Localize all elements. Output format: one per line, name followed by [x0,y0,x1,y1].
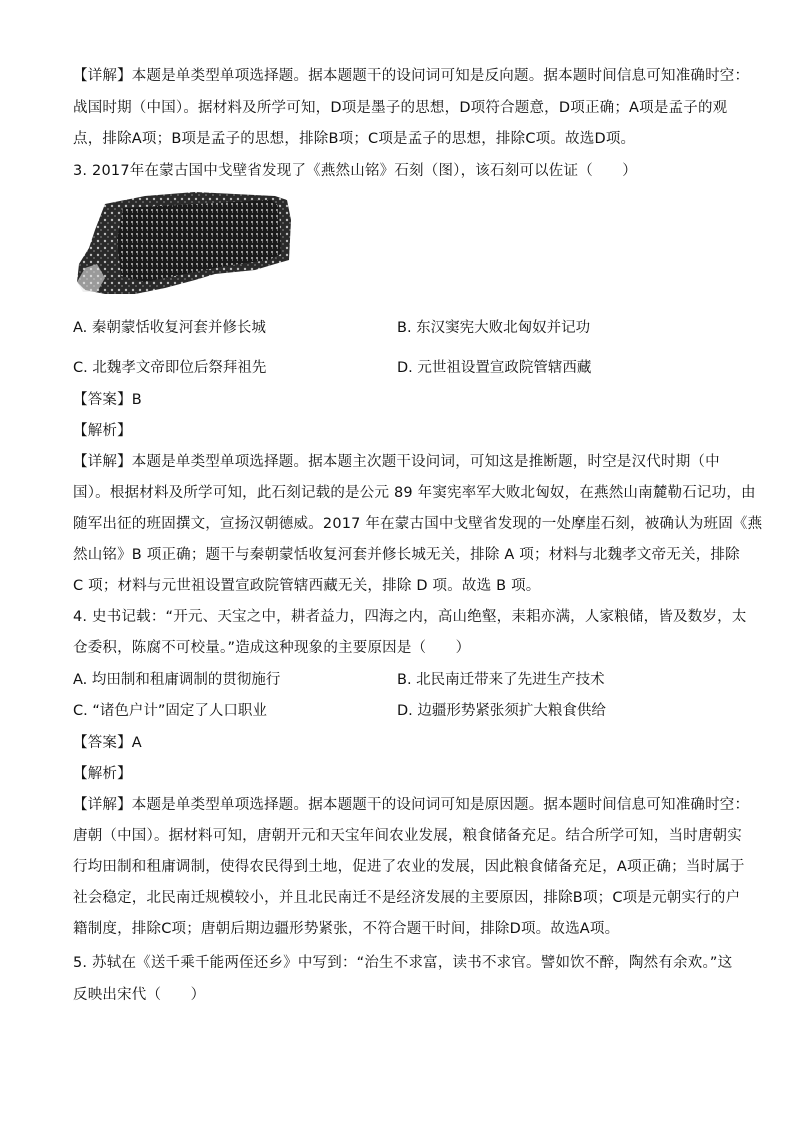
q3-answer: 【答案】B [73,392,142,408]
q4-option-b: B. 北民南迁带来了先进生产技术 [397,672,605,688]
q3-analysis-label: 【解析】 [73,423,132,439]
q3-detail-line-3: 随军出征的班固撰文，宣扬汉朝德威。2017 年在蒙古国中戈壁省发现的一处摩崖石刻，被确认为班固《燕 [73,516,763,532]
yanran-inscription-image [75,190,293,298]
q3-option-d: D. 元世祖设置宣政院管辖西藏 [397,360,592,376]
q2-detail-line-1: 【详解】本题是单类型单项选择题。据本题题干的设问词可知是反向题。据本题时间信息可知准确时空： [73,68,750,84]
q4-answer: 【答案】A [73,735,142,751]
q4-detail-line-2: 唐朝（中国）。据材料可知，唐朝开元和天宝年间农业发展，粮食储备充足。结合所学可知，当时唐朝实 [73,828,742,844]
q3-option-b: B. 东汉窦宪大败北匈奴并记功 [397,320,591,336]
q3-stem: 3. 2017年在蒙古国中戈壁省发现了《燕然山铭》石刻（图），该石刻可以佐证（ ） [73,163,637,179]
q2-detail-line-2: 战国时期（中国）。据材料及所学可知，D项是墨子的思想，D项符合题意，D项正确；A项是孟子的观 [73,100,728,116]
q3-option-c: C. 北魏孝文帝即位后祭拜祖先 [73,360,267,376]
q4-detail-line-1: 【详解】本题是单类型单项选择题。据本题题干的设问词可知是原因题。据本题时间信息可知准确时空： [73,797,750,813]
q4-stem-line-2: 仓委积，陈腐不可校量。”造成这种现象的主要原因是（ ） [73,640,471,656]
q4-detail-line-4: 社会稳定，北民南迁规模较小，并且北民南迁不是经济发展的主要原因，排除B项；C项是元朝实行的户 [73,890,741,906]
q5-stem-line-2: 反映出宋代（ ） [73,987,206,1003]
q5-stem-line-1: 5. 苏轼在《送千乘千能两侄还乡》中写到：“治生不求富，读书不求官。譬如饮不醉，陶然有余欢。”这 [73,955,733,971]
q4-option-a: A. 均田制和租庸调制的贯彻施行 [73,672,281,688]
q2-detail-line-3: 点，排除A项；B项是孟子的思想，排除B项；C项是孟子的思想，排除C项。故选D项。 [73,131,636,147]
q3-detail-line-4: 然山铭》B 项正确；题干与秦朝蒙恬收复河套并修长城无关，排除 A 项；材料与北魏孝文帝无关，排除 [73,547,740,563]
q3-detail-line-1: 【详解】本题是单类型单项选择题。据本题主次题干设问词，可知这是推断题，时空是汉代时期（中 [73,454,720,470]
q4-analysis-label: 【解析】 [73,766,132,782]
q4-detail-line-5: 籍制度，排除C项；唐朝后期边疆形势紧张，不符合题干时间，排除D项。故选A项。 [73,921,620,937]
q3-detail-line-5: C 项；材料与元世祖设置宣政院管辖西藏无关，排除 D 项。故选 B 项。 [73,578,541,594]
q3-detail-line-2: 国）。根据材料及所学可知，此石刻记载的是公元 89 年窦宪率军大败北匈奴，在燕然山南麓勒石记功，由 [73,485,756,501]
q4-stem-line-1: 4. 史书记载：“开元、天宝之中，耕者益力，四海之内，高山绝壑，耒耜亦满，人家粮储，皆及数岁，太 [73,609,747,625]
q4-detail-line-3: 行均田制和租庸调制，使得农民得到土地，促进了农业的发展，因此粮食储备充足，A项正确；当时属于 [73,859,745,875]
q4-option-d: D. 边疆形势紧张须扩大粮食供给 [397,703,606,719]
q3-option-a: A. 秦朝蒙恬收复河套并修长城 [73,320,266,336]
q4-option-c: C. “诸色户计”固定了人口职业 [73,703,267,719]
